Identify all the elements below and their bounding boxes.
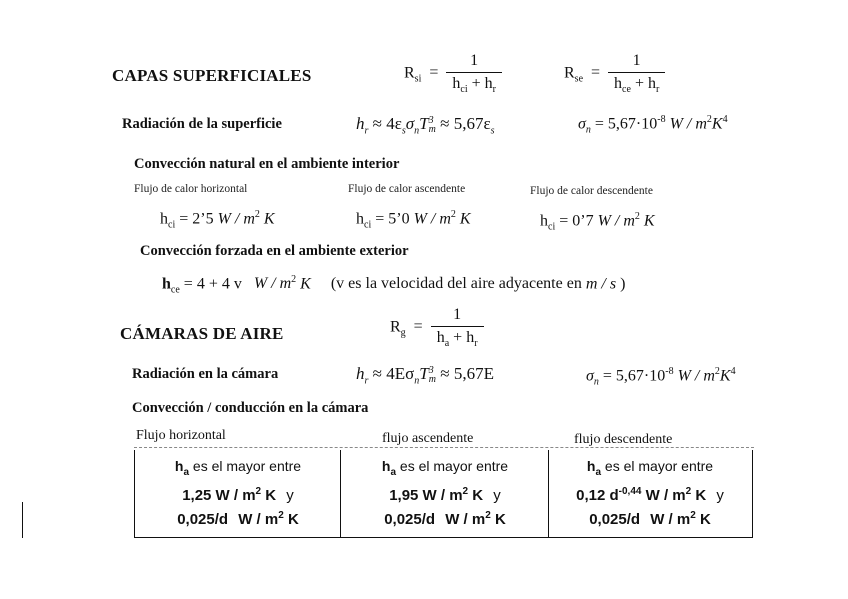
rse-den-h2: h	[647, 75, 656, 92]
radiacion-superficie-formula	[356, 114, 495, 136]
cell-line-3	[552, 510, 748, 528]
hr-sub: r	[364, 125, 369, 137]
ha-sub: a	[390, 466, 397, 478]
h-symbol: h	[160, 210, 168, 228]
section-title-camaras: CÁMARAS DE AIRE	[120, 324, 284, 343]
hci-ascendente	[356, 209, 471, 231]
rse-den-h1: h	[614, 75, 623, 92]
table-cell-ascendente	[346, 458, 544, 528]
approx-567e: ≈ 5,67E	[440, 364, 494, 383]
sigma-constant-1	[578, 114, 728, 136]
t-symbol: T	[419, 364, 429, 383]
mayor-entre: es el mayor entre	[192, 458, 302, 474]
unit-sup: 2	[634, 211, 640, 222]
t-sup: 3	[428, 115, 434, 127]
margin-mark	[22, 502, 23, 538]
rg-den-h1-sub: a	[444, 338, 450, 350]
rsi-den-h2: h	[484, 75, 493, 92]
sigma-unit-k-sup: 4	[722, 114, 728, 125]
equals-sign: =	[413, 318, 423, 336]
unit: W / m	[413, 210, 451, 228]
mayor-entre: es el mayor entre	[604, 458, 714, 474]
section-title-capas: CAPAS SUPERFICIALES	[112, 66, 312, 85]
subtitle-conv-camara: Convección / conducción en la cámara	[132, 400, 369, 416]
table-top-border	[134, 447, 754, 448]
unit-k: K	[263, 210, 275, 228]
rg-den-h2: h	[466, 329, 475, 346]
h-sub: ci	[168, 219, 176, 231]
sigma-value: = 5,67·10	[602, 367, 666, 385]
eps-sub: s	[401, 125, 406, 137]
cell-line-1	[140, 458, 336, 478]
and-y: y	[493, 486, 501, 504]
rg-den-h2-sub: r	[474, 338, 478, 350]
rg-symbol: R	[390, 318, 401, 336]
rse-subscript: se	[574, 73, 584, 85]
cell-line-3	[346, 510, 544, 528]
h-sub: ci	[548, 221, 556, 233]
sigma-unit-k: K	[711, 115, 723, 133]
label-flujo-horizontal: Flujo de calor horizontal	[134, 183, 248, 195]
rsi-subscript: si	[414, 73, 422, 85]
value-b-k: K	[494, 510, 506, 528]
rg-subscript: g	[400, 327, 406, 339]
sigma-sub: n	[593, 376, 599, 388]
sigma-symbol: σ	[578, 115, 586, 133]
approx-4e-sigma: ≈ 4Eσ	[372, 364, 415, 383]
cell-line-3	[140, 510, 336, 528]
table-left-border	[134, 450, 135, 538]
unit: W / m	[253, 275, 292, 293]
ha-symbol: h	[381, 458, 391, 474]
sigma-unit-sup: 2	[714, 366, 720, 377]
value-a-sup: 2	[685, 485, 692, 497]
rg-formula	[390, 306, 484, 349]
sigma-unit-k-sup: 4	[730, 366, 736, 377]
value-b-k: K	[287, 510, 299, 528]
hci-descendente	[540, 211, 655, 233]
cell-line-2	[552, 486, 748, 504]
value-a: 1,95 W / m	[389, 486, 463, 504]
velocity-note: (v es la velocidad del aire adyacente en	[330, 275, 582, 293]
plus-sign: +	[634, 75, 644, 92]
subtitle-radiacion-camara: Radiación en la cámara	[132, 366, 279, 382]
t-sub: m	[428, 124, 436, 136]
hce-value: = 4 + 4 v	[183, 275, 242, 293]
rsi-den-h1-sub: ci	[460, 84, 468, 96]
label-flujo-descendente: Flujo de calor descendente	[530, 185, 653, 197]
sigma-symbol: σ	[586, 367, 594, 385]
hci-horizontal	[160, 209, 275, 231]
subtitle-radiacion-superficie: Radiación de la superficie	[122, 116, 282, 132]
h-symbol: h	[540, 212, 548, 230]
sigma-symbol: σ	[405, 114, 415, 133]
plus-sign: +	[471, 75, 481, 92]
value-b: 0,025/d	[177, 510, 229, 528]
rse-denominator	[608, 72, 665, 95]
h-symbol: h	[356, 210, 364, 228]
value-b: 0,025/d	[589, 510, 641, 528]
hci-value: = 0’7	[559, 212, 594, 230]
value-a-sup: 2	[462, 485, 469, 497]
close-paren: )	[620, 275, 626, 293]
unit-sup: 2	[254, 209, 260, 220]
cell-line-1	[552, 458, 748, 478]
value-b-unit: W / m	[238, 510, 279, 528]
unit-k: K	[300, 275, 311, 293]
t-symbol: T	[419, 114, 429, 133]
plus-sign: +	[453, 329, 463, 346]
t-sub: m	[428, 374, 436, 386]
unit-sup: 2	[450, 209, 456, 220]
ha-symbol: h	[586, 458, 596, 474]
value-a-k: K	[472, 486, 484, 504]
unit-sup: 2	[291, 274, 297, 285]
value-b-unit: W / m	[650, 510, 691, 528]
value-b-sup: 2	[485, 509, 491, 521]
sigma-constant-2	[586, 366, 736, 388]
hr-symbol: h	[356, 114, 365, 133]
rse-den-h1-sub: ce	[622, 84, 631, 96]
rse-den-h2-sub: r	[655, 84, 660, 96]
value-a-k: K	[265, 486, 277, 504]
radiacion-camara-formula	[356, 364, 494, 386]
rg-denominator	[431, 326, 484, 349]
table-cell-horizontal	[140, 458, 336, 528]
unit: W / m	[597, 212, 635, 230]
rse-fraction	[608, 52, 665, 95]
rse-formula	[564, 52, 665, 95]
hr-symbol: h	[356, 364, 365, 383]
table-header-ascendente: flujo ascendente	[382, 431, 474, 446]
unit: W / m	[217, 210, 255, 228]
h-sub: ce	[170, 284, 180, 296]
ha-sub: a	[595, 466, 602, 478]
ha-sub: a	[183, 466, 190, 478]
rsi-den-h1: h	[452, 75, 461, 92]
unit-k: K	[459, 210, 471, 228]
velocity-unit: m / s	[585, 275, 617, 293]
mayor-entre: es el mayor entre	[399, 458, 509, 474]
sigma-unit-sup: 2	[706, 114, 712, 125]
approx-4eps: ≈ 4ε	[372, 114, 402, 133]
equals-sign: =	[591, 64, 601, 82]
eps-sub-2: s	[490, 125, 495, 137]
rse-symbol: R	[564, 64, 575, 82]
sigma-exp: -8	[665, 366, 674, 377]
rsi-symbol: R	[404, 64, 415, 82]
table-bottom-border	[134, 537, 753, 538]
cell-line-2	[140, 486, 336, 504]
hr-sub: r	[364, 375, 369, 387]
value-b-unit: W / m	[445, 510, 486, 528]
sigma-unit: W / m	[669, 115, 707, 133]
table-divider-1	[340, 450, 341, 538]
rsi-fraction	[446, 52, 502, 95]
rg-den-h1: h	[436, 329, 445, 346]
value-a-sup: 2	[255, 485, 262, 497]
rse-numerator: 1	[632, 52, 641, 69]
rg-numerator: 1	[453, 306, 462, 323]
label-flujo-ascendente: Flujo de calor ascendente	[348, 183, 466, 195]
h-sub: ci	[364, 219, 372, 231]
value-a: 1,25 W / m	[182, 486, 256, 504]
hci-value: = 2’5	[179, 210, 214, 228]
value-a-unit: W / m	[645, 486, 686, 504]
cell-line-2	[346, 486, 544, 504]
value-b-sup: 2	[690, 509, 696, 521]
sigma-sub: n	[414, 375, 420, 387]
sigma-exp: -8	[657, 114, 666, 125]
value-b-sup: 2	[278, 509, 284, 521]
unit-k: K	[643, 212, 655, 230]
cell-line-1	[346, 458, 544, 478]
rg-fraction	[431, 306, 484, 349]
hci-value: = 5’0	[375, 210, 410, 228]
sigma-value: = 5,67·10	[594, 115, 658, 133]
table-right-border	[752, 450, 753, 538]
rsi-den-h2-sub: r	[492, 84, 496, 96]
sigma-sub: n	[585, 124, 591, 136]
subtitle-conv-forzada: Convección forzada en el ambiente exterior	[140, 243, 409, 259]
rsi-numerator: 1	[470, 52, 479, 69]
and-y: y	[286, 486, 294, 504]
t-sup: 3	[428, 365, 434, 377]
value-a-k: K	[695, 486, 707, 504]
hce-formula	[162, 274, 625, 296]
equals-sign: =	[429, 64, 439, 82]
value-a: 0,12 d	[576, 486, 619, 504]
rsi-formula	[404, 52, 502, 95]
subtitle-conv-natural: Convección natural en el ambiente interior	[134, 156, 400, 172]
approx-567: ≈ 5,67ε	[440, 114, 491, 133]
value-b: 0,025/d	[384, 510, 436, 528]
and-y: y	[716, 486, 724, 504]
rsi-denominator	[446, 72, 502, 95]
sigma-sub: n	[414, 125, 420, 137]
value-a-exp: -0,44	[618, 485, 642, 497]
table-divider-2	[548, 450, 549, 538]
ha-symbol: h	[174, 458, 184, 474]
value-b-k: K	[699, 510, 711, 528]
h-symbol: h	[162, 275, 171, 293]
table-header-descendente: flujo descendente	[574, 432, 673, 447]
table-cell-descendente	[552, 458, 748, 528]
table-header-horizontal: Flujo horizontal	[136, 428, 226, 443]
sigma-unit: W / m	[677, 367, 715, 385]
sigma-unit-k: K	[719, 367, 731, 385]
